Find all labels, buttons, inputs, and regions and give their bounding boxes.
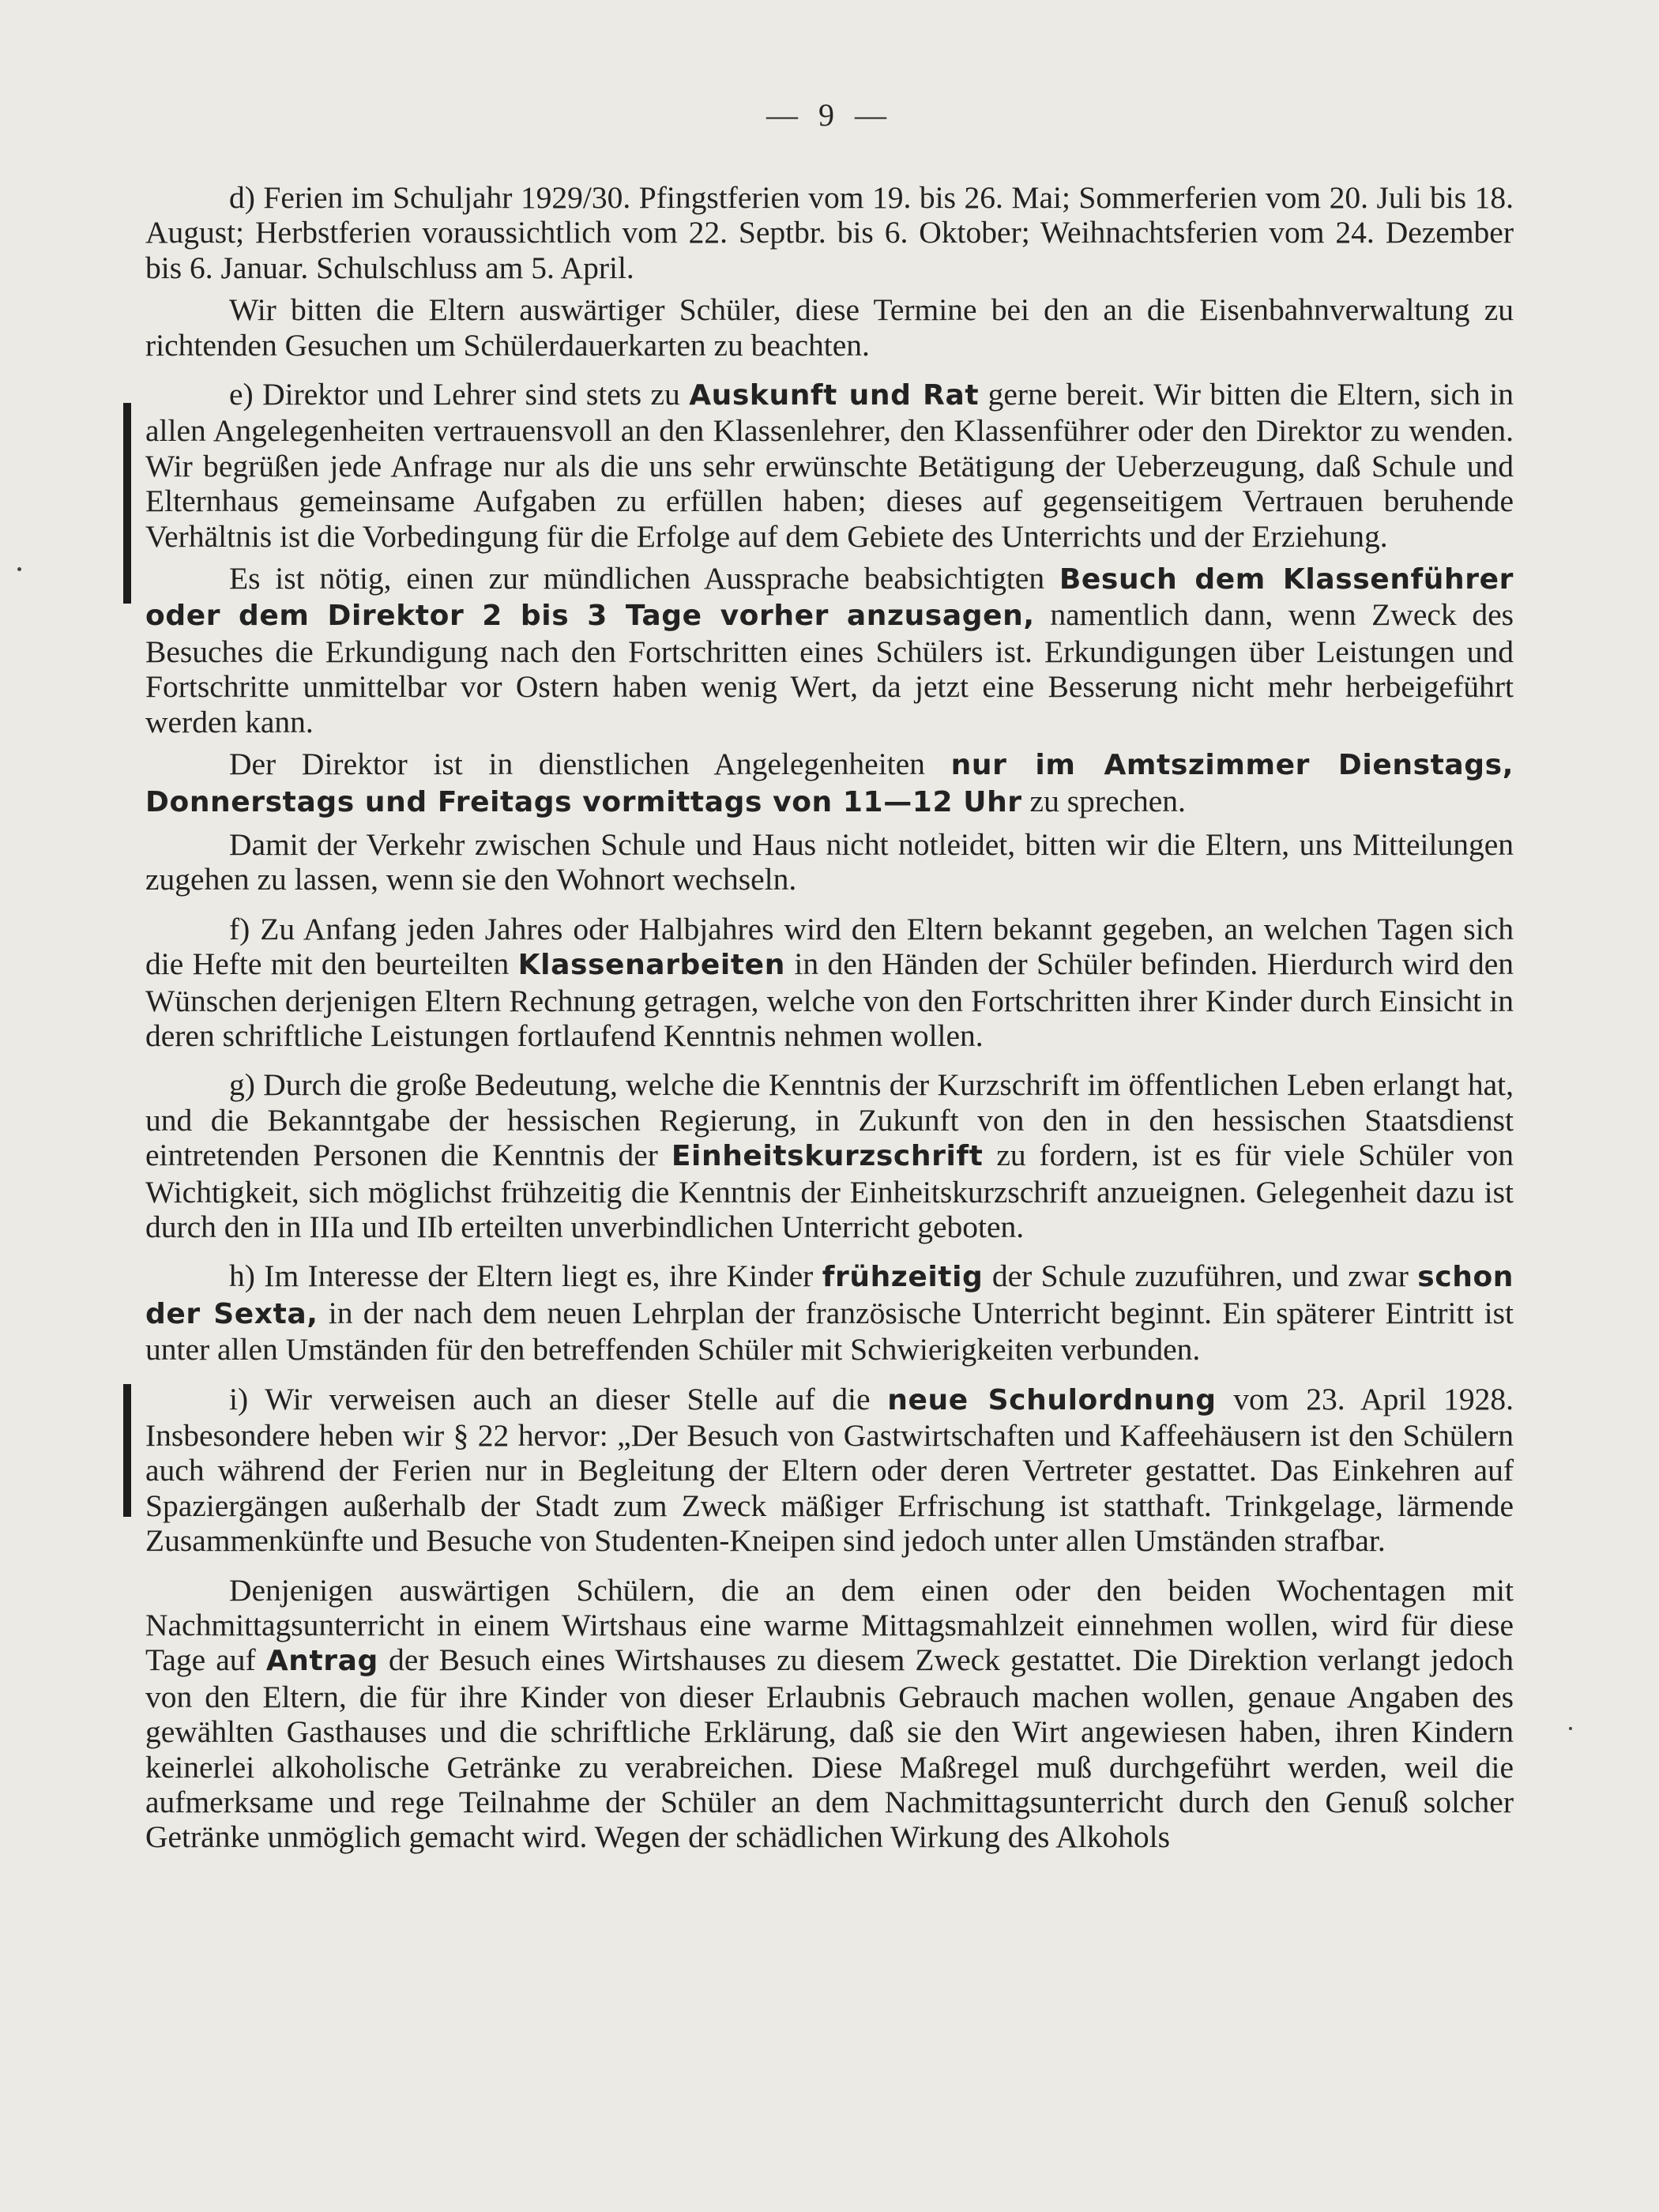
page-number: — 9 —	[766, 97, 893, 133]
text-run: zu fordern, ist es für viele Schüler von Wichtigkeit, sich möglichst frühzeitig die Kenntnis der Einheitskurzschrift anzueignen. Gelegenheit dazu ist durch den in IIIa und IIb erteilten unverbindlichen Unterricht geboten.	[145, 1138, 1514, 1244]
text-run: g) Durch die große Bedeutung, welche die Kenntnis der Kurzschrift im öffentlichen Leben erlangt hat, und die Bekanntgabe der hessischen Regierung, in Zukunft von den in den hessischen Staatsdienst eintretenden Personen die Kenntnis der	[145, 1067, 1514, 1173]
emphasis-text: schon der Sexta,	[145, 1261, 1514, 1330]
margin-bar-marker	[123, 1384, 131, 1517]
emphasis-text: Auskunft und Rat	[689, 379, 980, 412]
body-text	[145, 180, 1514, 1855]
text-run: in der nach dem neuen Lehrplan der französische Unterricht beginnt. Ein späterer Eintritt ist unter allen Umständen für den betreffenden Schüler mit Schwierigkeiten verbunden.	[145, 1295, 1514, 1367]
text-run: i) Wir verweisen auch an dieser Stelle auf die	[229, 1381, 888, 1416]
paragraph-g-shorthand	[145, 1067, 1514, 1244]
print-speck	[17, 567, 21, 571]
print-speck	[1569, 1727, 1572, 1730]
paragraph-f-class-work	[145, 912, 1514, 1054]
paragraph-e-address-change: Damit der Verkehr zwischen Schule und Haus nicht notleidet, bitten wir die Eltern, uns Mitteilungen zugehen zu lassen, wenn sie den Wohnort wechseln.	[145, 826, 1514, 897]
text-run: der Schule zuzuführen, und zwar	[983, 1258, 1418, 1294]
text-run: der Besuch eines Wirtshauses zu diesem Zweck gestattet. Die Direktion verlangt jedoch von den Eltern, die für ihre Kinder von dieser Erlaubnis Gebrauch machen wollen, genaue Angaben des gewählten Gasthauses und die schriftliche Erklärung, daß sie den Wirt angewiesen haben, ihren Kindern keinerlei alkoholische Getränke zu verabreichen. Diese Maßregel muß durchgeführt werden, weil die aufmerksame und rege Teilnahme der Schüler an dem Nachmittagsunterricht durch den Genuß solcher Getränke unmöglich gemacht wird. Wegen der schädlichen Wirkung des Alkohols	[145, 1642, 1514, 1855]
emphasis-text: neue Schulordnung	[887, 1383, 1217, 1416]
emphasis-text: Klassenarbeiten	[517, 949, 785, 982]
emphasis-text: Antrag	[265, 1645, 378, 1678]
text-run: gerne bereit. Wir bitten die Eltern, sich in allen Angelegenheiten vertrauensvoll an den Klassenlehrer, den Klassenführer oder den Direktor zu wenden. Wir begrüßen jede Anfrage nur als die uns sehr erwünschte Betätigung der Ueberzeugung, daß Schule und Elternhaus gemeinsame Aufgaben zu erfüllen haben; dieses auf gegenseitigem Vertrauen beruhende Verhältnis ist die Vorbedingung für die Erfolge auf dem Gebiete des Unterrichts und der Erziehung.	[145, 377, 1514, 554]
emphasis-text: frühzeitig	[822, 1261, 984, 1294]
text-run: f) Zu Anfang jeden Jahres oder Halbjahres wird den Eltern bekannt gegeben, an welchen Tagen sich die Hefte mit den beurteilten	[145, 911, 1514, 982]
text-run: in den Händen der Schüler befinden. Hierdurch wird den Wünschen derjenigen Eltern Rechnung getragen, welche von den Fortschritten ihrer Kinder durch Einsicht in deren schriftliche Leistungen fortlaufend Kenntnis nehmen wollen.	[145, 946, 1514, 1053]
text-run: Der Direktor ist in dienstlichen Angelegenheiten	[229, 747, 951, 782]
paragraph-inn-visits	[145, 1573, 1514, 1855]
text-run: Es ist nötig, einen zur mündlichen Aussprache beabsichtigten	[229, 561, 1059, 596]
paragraph-e-office-hours	[145, 747, 1514, 820]
emphasis-text: Besuch dem Klassenführer oder dem Direktor 2 bis 3 Tage vorher anzusagen,	[145, 563, 1514, 633]
text-run: namentlich dann, wenn Zweck des Besuches die Erkundigung nach den Fortschritten eines Schülers ist. Erkundigungen über Leistungen und Fortschritte unmittelbar vor Ostern haben wenig Wert, da jetzt eine Besserung nicht mehr herbeigeführt werden kann.	[145, 597, 1514, 739]
paragraph-i-school-rules	[145, 1382, 1514, 1559]
emphasis-text: nur im Amtszimmer Dienstags, Donnerstags und Freitags vormittags von 11—12 Uhr	[145, 749, 1514, 818]
margin-bar-marker	[123, 403, 131, 604]
paragraph-d-railway: Wir bitten die Eltern auswärtiger Schüler, diese Termine bei den an die Eisenbahnverwaltung zu richtenden Gesuchen um Schülerdauerkarten zu beachten.	[145, 292, 1514, 363]
text-run: e) Direktor und Lehrer sind stets zu	[229, 377, 690, 412]
emphasis-text: Einheitskurzschrift	[671, 1140, 984, 1173]
text-run: vom 23. April 1928. Insbesondere heben wir § 22 hervor: „Der Besuch von Gastwirtschaften und Kaffeehäusern ist den Schülern auch während der Ferien nur in Begleitung der Eltern oder deren Vertreter gestattet. Das Einkehren auf Spaziergängen außerhalb der Stadt zum Zweck mäßiger Erfrischung ist statthaft. Trinkgelage, lärmende Zusammenkünfte und Besuche von Studenten-Kneipen sind jedoch unter allen Umständen strafbar.	[145, 1381, 1514, 1559]
paragraph-d-holidays: d) Ferien im Schuljahr 1929/30. Pfingstferien vom 19. bis 26. Mai; Sommerferien vom 20. Juli bis 18. August; Herbstferien voraussichtlich vom 22. Septbr. bis 6. Oktober; Weihnachtsferien vom 24. Dezember bis 6. Januar. Schulschluss am 5. April.	[145, 180, 1514, 285]
paragraph-e-visit	[145, 561, 1514, 739]
paragraph-h-enrollment	[145, 1258, 1514, 1367]
text-run: Denjenigen auswärtigen Schülern, die an dem einen oder den beiden Wochentagen mit Nachmittagsunterricht in einem Wirtshaus eine warme Mittagsmahlzeit einnehmen wollen, wird für diese Tage auf	[145, 1572, 1514, 1678]
text-run: zu sprechen.	[1021, 783, 1186, 818]
text-run: h) Im Interesse der Eltern liegt es, ihre Kinder	[229, 1258, 822, 1294]
paragraph-e-advice	[145, 377, 1514, 554]
